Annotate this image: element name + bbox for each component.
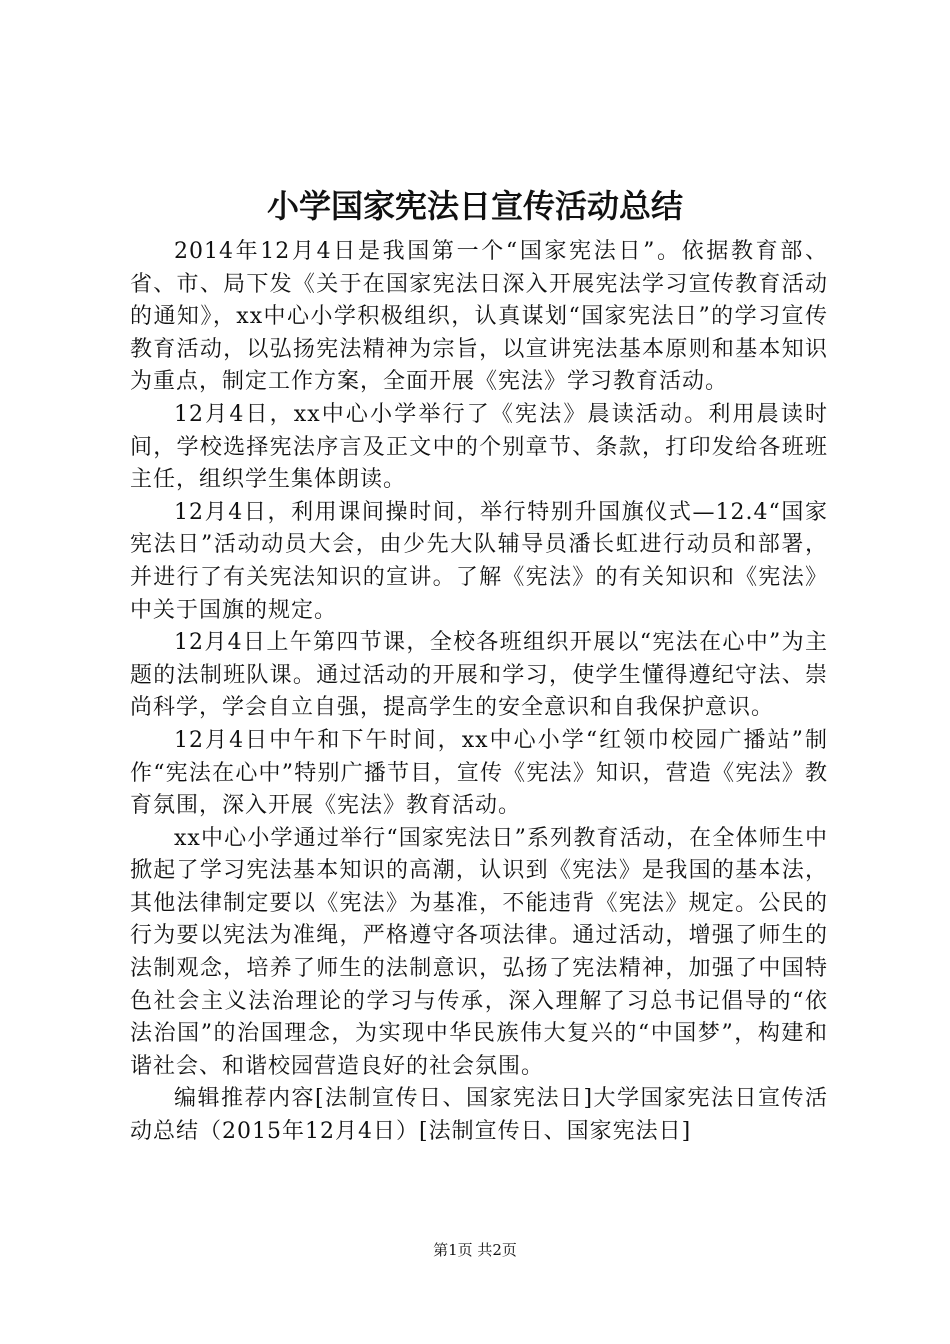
paragraph-recommendation: 编辑推荐内容[法制宣传日、国家宪法日]大学国家宪法日宣传活动总结（2015年12月4日）[法制宣传日、国家宪法日]: [130, 1086, 828, 1145]
paragraph-broadcast: 12月4日中午和下午时间，xx中心小学“红领巾校园广播站”制作“宪法在心中”特别广播节目，宣传《宪法》知识，营造《宪法》教育氛围，深入开展《宪法》教育活动。: [130, 727, 828, 819]
document-body: [130, 236, 828, 1149]
paragraph-flag-ceremony: 12月4日，利用课间操时间，举行特别升国旗仪式—12.4“国家宪法日”活动动员大会，由少先大队辅导员潘长虹进行动员和部署，并进行了有关宪法知识的宣讲。了解《宪法》的有关知识和《宪法》中关于国旗的规定。: [130, 499, 828, 623]
document-title: 小学国家宪法日宣传活动总结: [266, 187, 683, 225]
paragraph-class-meeting: 12月4日上午第四节课，全校各班组织开展以“宪法在心中”为主题的法制班队课。通过活动的开展和学习，使学生懂得遵纪守法、崇尚科学，学会自立自强，提高学生的安全意识和自我保护意识。: [130, 630, 828, 721]
page-footer: 第1页 共2页: [433, 1241, 517, 1259]
paragraph-morning-reading: 12月4日，xx中心小学举行了《宪法》晨读活动。利用晨读时间，学校选择宪法序言及正文中的个别章节、条款，打印发给各班班主任，组织学生集体朗读。: [130, 401, 828, 493]
paragraph-summary: xx中心小学通过举行“国家宪法日”系列教育活动，在全体师生中掀起了学习宪法基本知识的高潮，认识到《宪法》是我国的基本法，其他法律制定要以《宪法》为基准，不能违背《宪法》规定。公民的行为要以宪法为准绳，严格遵守各项法律。通过活动，增强了师生的法制观念，培养了师生的法制意识，弘扬了宪法精神，加强了中国特色社会主义法治理论的学习与传承，深入理解了习总书记倡导的“依法治国”的治国理念，为实现中华民族伟大复兴的“中国梦”，构建和谐社会、和谐校园营造良好的社会氛围。: [130, 825, 828, 1079]
paragraph-intro: 2014年12月4日是我国第一个“国家宪法日”。依据教育部、省、市、局下发《关于在国家宪法日深入开展宪法学习宣传教育活动的通知》，xx中心小学积极组织，认真谋划“国家宪法日”的学习宣传教育活动，以弘扬宪法精神为宗旨，以宣讲宪法基本原则和基本知识为重点，制定工作方案，全面开展《宪法》学习教育活动。: [130, 239, 828, 395]
